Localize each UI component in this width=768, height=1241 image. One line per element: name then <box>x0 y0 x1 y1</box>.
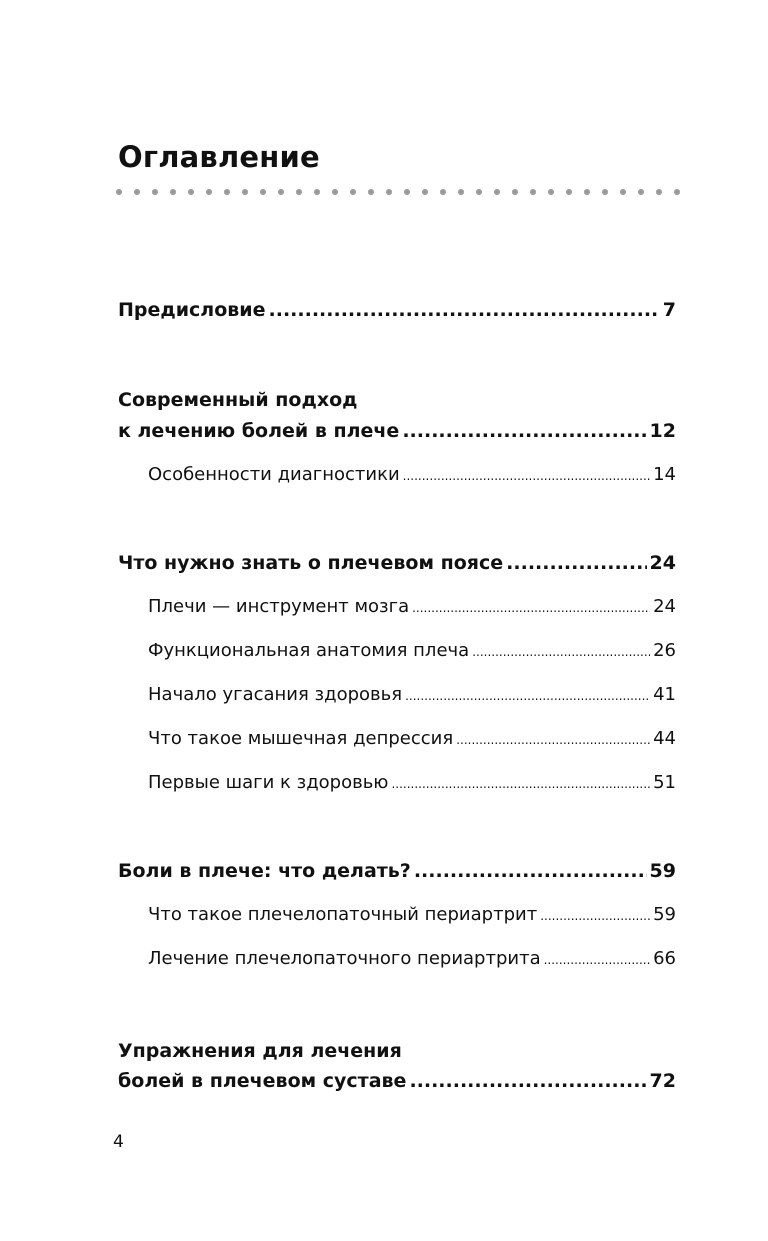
toc-subentry-page: 26 <box>653 640 676 661</box>
toc-subentry-title: Плечи — инструмент мозга <box>148 596 410 617</box>
toc-subentry-page: 66 <box>653 948 676 969</box>
toc-subentry-title: Функциональная анатомия плеча <box>148 640 470 661</box>
toc-subentry[interactable] <box>148 948 676 978</box>
toc-entry-modern-line1[interactable]: Современный подход <box>118 389 358 411</box>
toc-subentry[interactable] <box>148 596 676 626</box>
toc-entry-page: 24 <box>649 552 676 574</box>
dot-leader <box>544 953 650 967</box>
toc-subentry[interactable] <box>148 640 676 670</box>
dot-leader <box>269 299 660 321</box>
dot-leader <box>402 420 646 442</box>
toc-entry-title: Боли в плече: что делать? <box>118 860 411 882</box>
toc-entry-page: 72 <box>649 1070 676 1092</box>
toc-subentry-title: Лечение плечелопаточного периартрита <box>148 948 541 969</box>
dot-leader <box>472 645 650 659</box>
toc-entry-exercises-line1[interactable]: Упражнения для лечения <box>118 1040 402 1062</box>
dot-leader <box>456 733 650 747</box>
dot-leader <box>409 1070 646 1092</box>
toc-entry-title: Что нужно знать о плечевом поясе <box>118 552 504 574</box>
toc-entry-modern[interactable] <box>118 420 676 450</box>
toc-subentry-page: 14 <box>653 464 676 485</box>
title-dotted-divider <box>116 187 680 197</box>
toc-entry-title: к лечению болей в плече <box>118 420 400 442</box>
toc-subentry-title: Особенности диагностики <box>148 464 400 485</box>
page-title: Оглавление <box>118 140 320 174</box>
toc-subentry[interactable] <box>148 728 676 758</box>
toc-subentry[interactable] <box>148 772 676 802</box>
toc-subentry-page: 41 <box>653 684 676 705</box>
dot-leader <box>412 601 650 615</box>
toc-entry-preface[interactable] <box>118 299 676 329</box>
toc-subentry-title: Начало угасания здоровья <box>148 684 403 705</box>
dot-leader <box>405 689 650 703</box>
dot-leader <box>540 909 650 923</box>
dot-leader <box>403 469 650 483</box>
toc-subentry[interactable] <box>148 464 676 494</box>
toc-entry-page: 7 <box>662 299 676 321</box>
toc-subentry[interactable] <box>148 684 676 714</box>
toc-entry-page: 59 <box>649 860 676 882</box>
toc-subentry-page: 51 <box>653 772 676 793</box>
toc-subentry-page: 44 <box>653 728 676 749</box>
toc-entry-pain[interactable] <box>118 860 676 890</box>
toc-subentry-title: Что такое плечелопаточный периартрит <box>148 904 538 925</box>
toc-subentry-page: 59 <box>653 904 676 925</box>
toc-entry-exercises[interactable] <box>118 1070 676 1100</box>
toc-entry-title: болей в плечевом суставе <box>118 1070 407 1092</box>
toc-entry-shoulder[interactable] <box>118 552 676 582</box>
toc-subentry-page: 24 <box>653 596 676 617</box>
toc-subentry-title: Что такое мышечная депрессия <box>148 728 454 749</box>
page-number: 4 <box>113 1132 124 1152</box>
toc-entry-page: 12 <box>649 420 676 442</box>
dot-leader <box>506 552 646 574</box>
toc-subentry-title: Первые шаги к здоровью <box>148 772 389 793</box>
dot-leader <box>391 777 650 791</box>
dot-leader <box>414 860 647 882</box>
toc-entry-title: Предисловие <box>118 299 266 321</box>
toc-subentry[interactable] <box>148 904 676 934</box>
